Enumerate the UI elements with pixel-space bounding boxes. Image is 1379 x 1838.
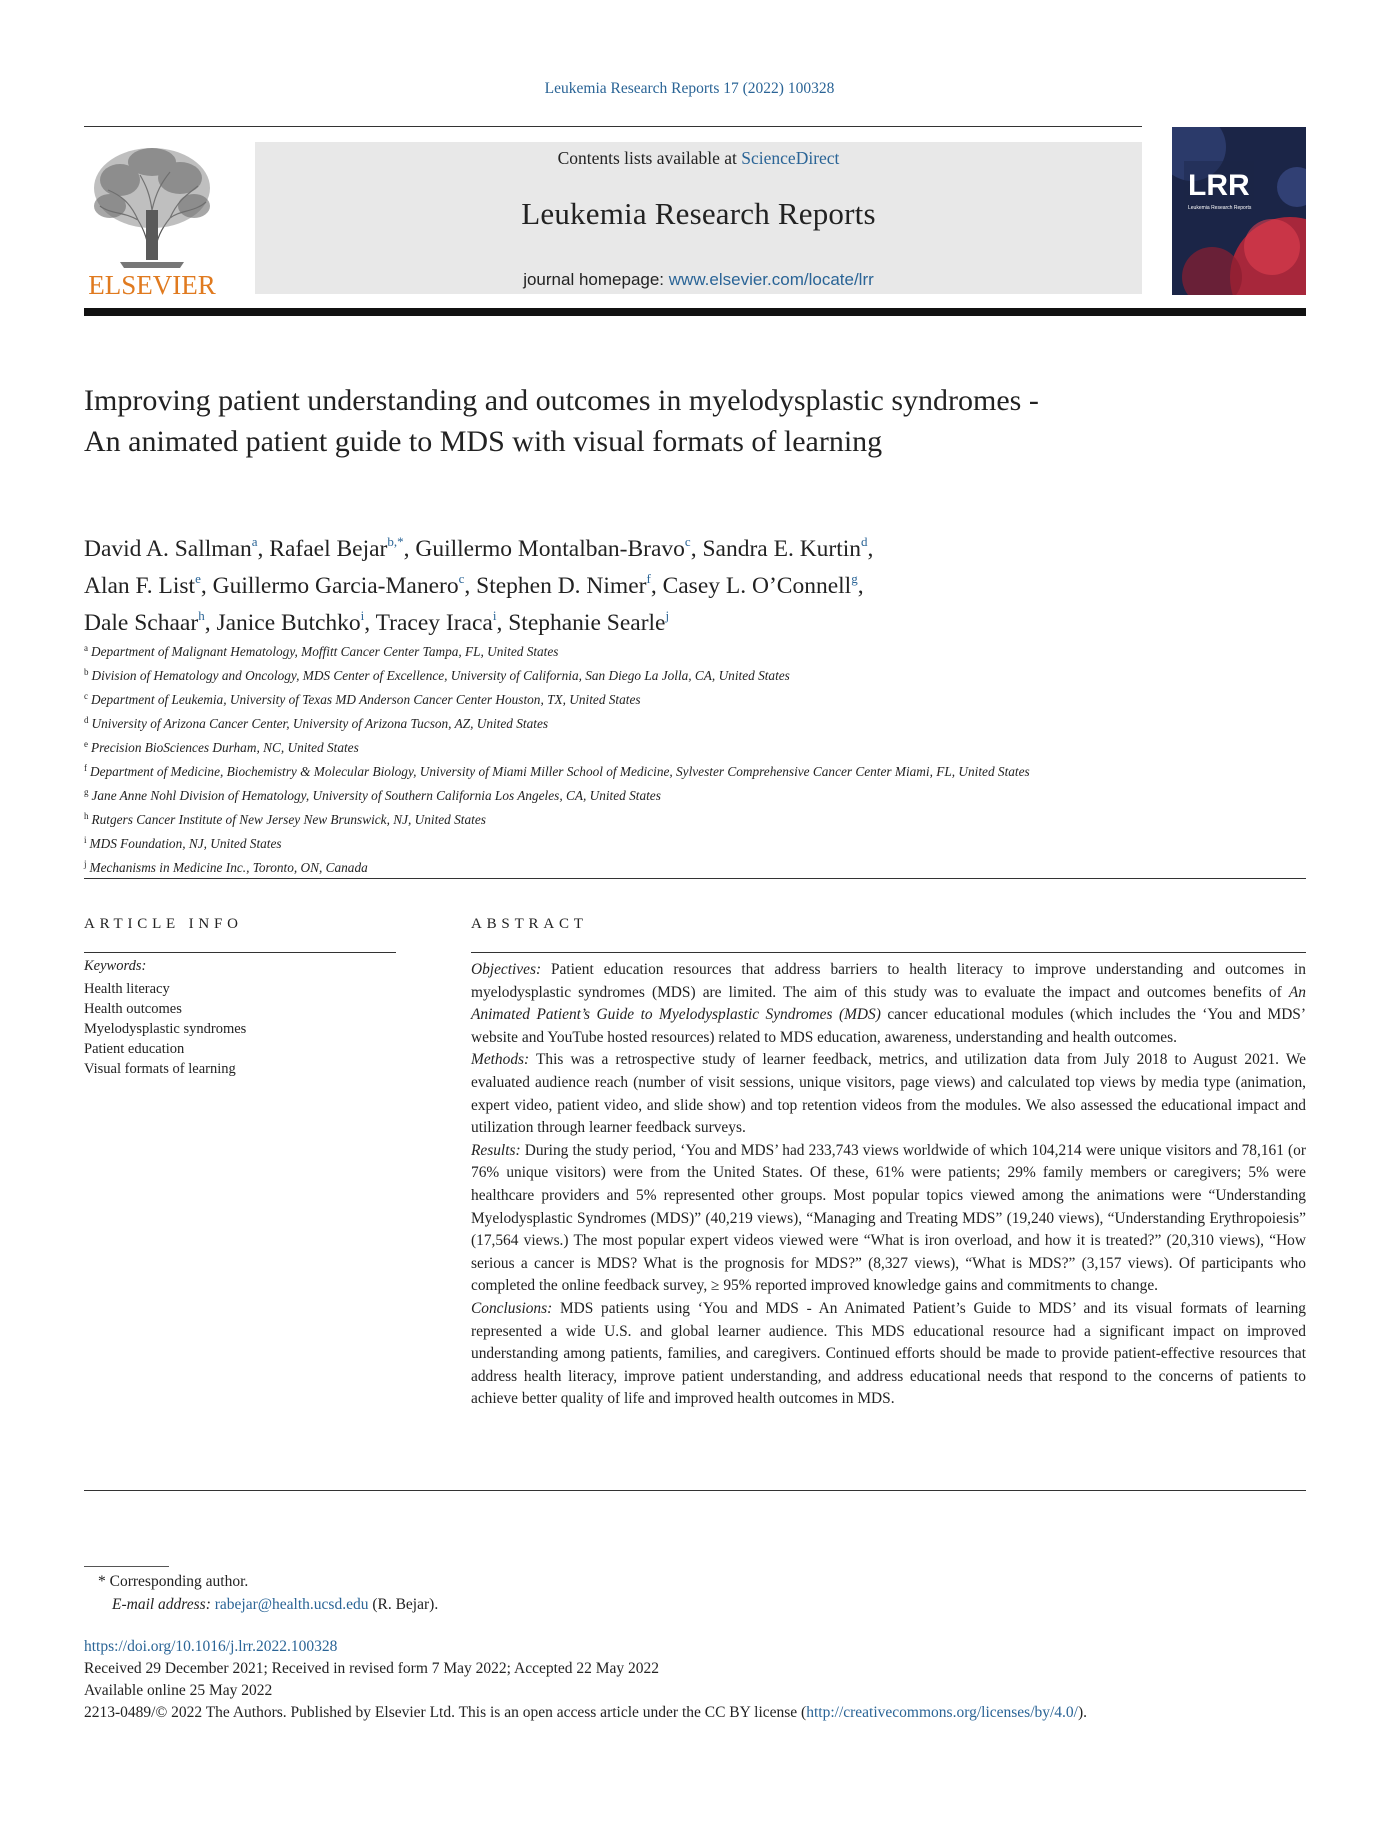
results-label: Results:: [471, 1141, 521, 1159]
author-separator: ,: [403, 536, 416, 562]
author-name[interactable]: Guillermo Garcia-Manero: [212, 573, 459, 599]
elsevier-logo-text: ELSEVIER: [88, 270, 216, 300]
author-separator: ,: [690, 536, 703, 562]
affiliation-letter: b: [84, 667, 89, 677]
affiliation-text: Precision BioSciences Durham, NC, United States: [91, 740, 359, 755]
affiliation-item: [84, 686, 1144, 710]
author-affiliation-marker[interactable]: i: [360, 608, 365, 623]
author-separator: ,: [204, 610, 217, 636]
affiliation-text: MDS Foundation, NJ, United States: [89, 836, 282, 851]
author-affiliation-marker[interactable]: c: [684, 534, 691, 549]
abstract-conclusions: [471, 1298, 1306, 1411]
license-suffix: ).: [1078, 1704, 1088, 1721]
author-name[interactable]: Rafael Bejar: [269, 536, 388, 562]
contents-prefix: Contents lists available at: [557, 148, 737, 168]
affiliation-item: [84, 734, 1144, 758]
results-text: During the study period, ‘You and MDS’ had 233,743 views worldwide of which 104,214 were unique visitors and 78,161 (or 76% unique visitors) were from the United States. Of these, 61% were patients; 29% family members or caregivers; 5% were healthcare providers and 5% represented other groups. Most popular topics viewed among the animations were “Understanding Myelodysplastic Syndromes (MDS)” (40,219 views), “Managing and Treating MDS” (19,240 views), “Understanding Erythropoiesis” (17,564 views.) The most popular expert videos viewed were “What is iron overload, and how it is treated?” (20,310 views), “How serious a cancer is MDS? What is the prognosis for MDS?” (8,327 views), “What is MDS?” (3,157 views). Of participants who completed the online feedback survey, ≥ 95% reported improved knowledge gains and commitments to change.: [471, 1141, 1306, 1295]
license-line: [84, 1704, 1314, 1722]
affiliation-item: [84, 830, 1144, 854]
journal-banner: [255, 142, 1142, 294]
journal-name: Leukemia Research Reports: [521, 196, 876, 231]
email-suffix: (R. Bejar).: [368, 1596, 439, 1613]
author-affiliation-marker[interactable]: e: [195, 571, 201, 586]
author-separator: ,: [464, 573, 477, 599]
methods-label: Methods:: [471, 1051, 530, 1069]
conclusions-text: MDS patients using ‘You and MDS - An Animated Patient’s Guide to MDS’ and its visual formats of learning represented a wide U.S. and global learner audience. This MDS educational resource had a significant impact on improved understanding among patients, families, and caregivers. Continued efforts should be made to provide patient-effective resources that address health literacy, improve patient understanding, and address educational needs that respond to the concerns of patients to achieve better quality of life and improved health outcomes in MDS.: [471, 1299, 1306, 1408]
objectives-italic-title: An Animated Patient’s Guide to Myelodysplastic Syndromes (MDS): [471, 983, 1306, 1024]
affiliation-text: Department of Malignant Hematology, Moffitt Cancer Center Tampa, FL, United States: [91, 644, 559, 659]
abstract-objectives: [471, 959, 1306, 1049]
affiliation-letter: h: [84, 811, 89, 821]
author-name[interactable]: Dale Schaar: [84, 610, 199, 636]
contents-line: [255, 148, 1142, 169]
keyword-item: Patient education: [84, 1041, 185, 1057]
author-separator: ,: [364, 610, 376, 636]
author-separator: ,: [257, 536, 270, 562]
affiliation-text: Mechanisms in Medicine Inc., Toronto, ON, Canada: [89, 860, 368, 875]
affiliation-text: Jane Anne Nohl Division of Hematology, University of Southern California Los Angeles, CA, United States: [91, 788, 661, 803]
author-affiliation-marker[interactable]: i: [492, 608, 497, 623]
keyword-list: [84, 979, 246, 1079]
affiliation-letter: c: [84, 691, 88, 701]
affiliation-item: [84, 758, 1144, 782]
affiliation-item: [84, 710, 1144, 734]
affiliation-item: [84, 806, 1144, 830]
affiliation-text: University of Arizona Cancer Center, University of Arizona Tucson, AZ, United States: [91, 716, 549, 731]
author-name[interactable]: Alan F. List: [84, 573, 196, 599]
affiliation-item: [84, 854, 1144, 878]
affiliation-letter: j: [84, 859, 87, 869]
abstract-body: [471, 959, 1306, 1411]
author-affiliation-marker[interactable]: a: [251, 534, 258, 549]
affiliation-item: [84, 662, 1144, 686]
email-link[interactable]: rabejar@health.ucsd.edu: [214, 1596, 369, 1613]
author-separator: ,: [496, 610, 509, 636]
elsevier-tree-icon: [80, 140, 224, 300]
affiliation-text: Rutgers Cancer Institute of New Jersey New Brunswick, NJ, United States: [91, 812, 486, 827]
article-title: Improving patient understanding and outcomes in myelodysplastic syndromes - An animated patient guide to MDS with visual formats of learning: [84, 384, 1039, 458]
license-prefix: 2213-0489/© 2022 The Authors. Published by Elsevier Ltd. This is an open access article under the CC BY license (: [84, 1704, 807, 1721]
objectives-text-end: cancer educational modules (which includes the ‘You and MDS’ website and YouTube hosted resources) related to MDS education, awareness, understanding and health outcomes.: [471, 1006, 1306, 1046]
author-name[interactable]: Stephanie Searle: [508, 610, 666, 636]
keyword-item: Health outcomes: [84, 1001, 182, 1017]
objectives-label: Objectives:: [471, 961, 542, 978]
abstract-heading: ABSTRACT: [471, 916, 588, 932]
author-name[interactable]: Guillermo Montalban-Bravo: [415, 536, 685, 562]
author-list: [84, 527, 1084, 638]
affiliation-list: [84, 638, 1144, 878]
journal-cover-image: [1172, 127, 1306, 295]
affiliation-letter: i: [84, 835, 87, 845]
affiliation-letter: d: [84, 715, 89, 725]
affiliation-text: Department of Leukemia, University of Texas MD Anderson Cancer Center Houston, TX, United States: [91, 692, 641, 707]
author-affiliation-marker[interactable]: j: [665, 608, 670, 623]
conclusions-label: Conclusions:: [471, 1299, 553, 1317]
affiliation-item: [84, 638, 1144, 662]
author-name[interactable]: Tracey Iraca: [375, 610, 493, 636]
running-head[interactable]: Leukemia Research Reports 17 (2022) 100328: [544, 80, 835, 97]
received-dates: Received 29 December 2021; Received in revised form 7 May 2022; Accepted 22 May 2022: [84, 1660, 660, 1677]
doi-link[interactable]: https://doi.org/10.1016/j.lrr.2022.100328: [84, 1638, 338, 1655]
author-separator: ,: [857, 573, 864, 599]
affiliation-text: Division of Hematology and Oncology, MDS Center of Excellence, University of California, San Diego La Jolla, CA, United States: [91, 668, 790, 683]
affiliation-text: Department of Medicine, Biochemistry & Molecular Biology, University of Miami Miller School of Medicine, Sylvester Comprehensive Cancer Center Miami, FL, United States: [90, 764, 1030, 779]
homepage-prefix: journal homepage:: [523, 270, 665, 289]
sciencedirect-link[interactable]: ScienceDirect: [741, 148, 840, 168]
article-info-heading: ARTICLE INFO: [84, 916, 243, 932]
author-separator: ,: [867, 536, 874, 562]
affiliation-item: [84, 782, 1144, 806]
header-rule: [84, 126, 1142, 127]
license-link[interactable]: http://creativecommons.org/licenses/by/4.0/: [806, 1704, 1078, 1721]
keyword-item: Visual formats of learning: [84, 1061, 236, 1077]
cover-title: LRR: [1188, 169, 1250, 202]
author-name[interactable]: Janice Butchko: [216, 610, 361, 636]
objectives-text: Patient education resources that address barriers to health literacy to improve understanding and outcomes in myelodysplastic syndromes (MDS) are limited. The aim of this study was to evaluate the impact and outcomes benefits of: [471, 961, 1306, 1001]
methods-text: This was a retrospective study of learner feedback, metrics, and utilization data from July 2018 to August 2021. We evaluated audience reach (number of visit sessions, unique visitors, page views) and calculated top views by media type (animation, expert video, patient video, and slide show) and top retention videos from the modules. We also assessed the educational impact and utilization through learner feedback surveys.: [471, 1051, 1306, 1137]
author-name[interactable]: Casey L. O’Connell: [662, 573, 852, 599]
cover-subtitle: Leukemia Research Reports: [1188, 205, 1252, 211]
author-name[interactable]: Sandra E. Kurtin: [702, 536, 862, 562]
journal-cover[interactable]: [1172, 127, 1306, 295]
author-name[interactable]: David A. Sallman: [84, 536, 252, 562]
abstract-bottom-rule: [84, 1490, 1306, 1491]
author-affiliation-marker[interactable]: b,*: [387, 534, 404, 549]
author-affiliation-marker[interactable]: d: [861, 534, 868, 549]
keyword-item: Myelodysplastic syndromes: [84, 1021, 247, 1037]
keyword-item: Health literacy: [84, 981, 170, 997]
header-thick-rule: [84, 308, 1306, 316]
section-rule: [84, 878, 1306, 879]
abstract-methods: [471, 1049, 1306, 1139]
affiliation-letter: e: [84, 739, 88, 749]
abstract-rule: [471, 952, 1306, 953]
homepage-line: [255, 270, 1142, 290]
email-note: [112, 1596, 438, 1614]
author-affiliation-marker[interactable]: c: [458, 571, 465, 586]
author-separator: ,: [650, 573, 663, 599]
abstract-results: [471, 1140, 1306, 1298]
email-label: E-mail address:: [112, 1596, 211, 1613]
keywords-label: Keywords:: [84, 958, 147, 974]
article-info-rule: [84, 952, 396, 953]
affiliation-letter: a: [84, 643, 88, 653]
corresponding-author-note: * Corresponding author.: [98, 1573, 249, 1590]
affiliation-letter: g: [84, 787, 89, 797]
author-affiliation-marker[interactable]: h: [198, 608, 205, 623]
elsevier-logo: [80, 140, 224, 300]
author-separator: ,: [200, 573, 213, 599]
affiliation-letter: f: [84, 763, 87, 773]
author-affiliation-marker[interactable]: g: [851, 571, 858, 586]
author-name[interactable]: Stephen D. Nimer: [476, 573, 647, 599]
homepage-link[interactable]: www.elsevier.com/locate/lrr: [668, 270, 874, 289]
author-affiliation-marker[interactable]: f: [646, 571, 651, 586]
footnote-rule: [84, 1566, 169, 1567]
available-online: Available online 25 May 2022: [84, 1682, 273, 1699]
